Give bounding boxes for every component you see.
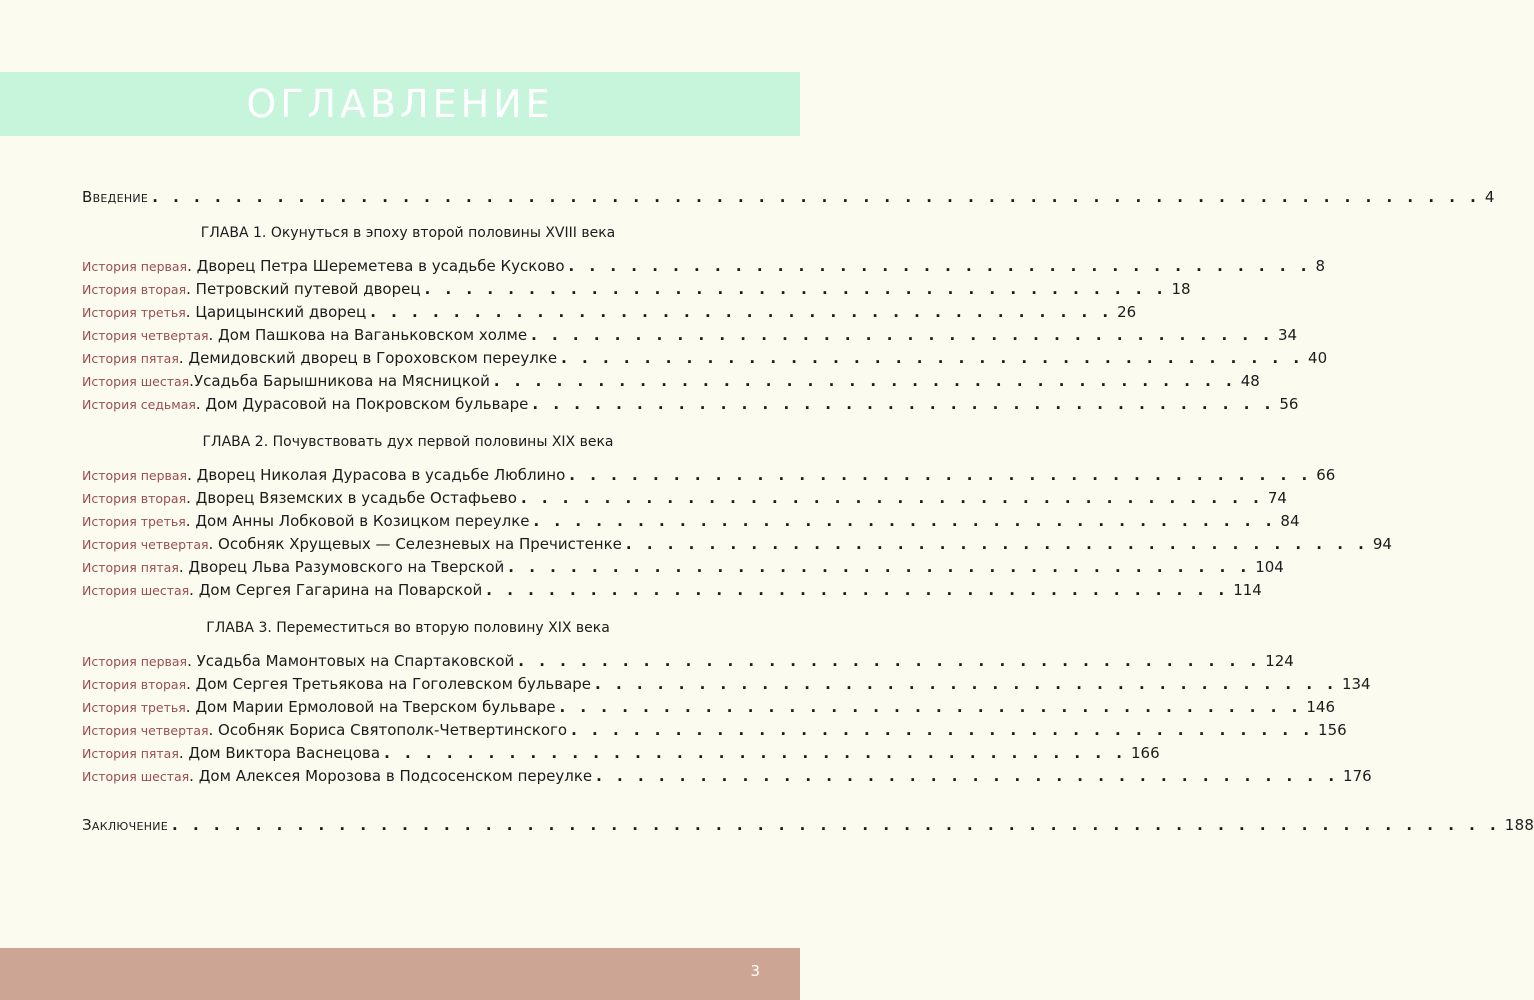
entry-title: . Дом Пашкова на Ваганьковском холме <box>208 326 528 344</box>
toc-outro-page: 188 <box>1504 816 1534 834</box>
toc-entry[interactable] <box>82 742 1160 765</box>
dot-leader: . . . . . . . . . . . . . . . . . . . . . . . . . . . . . . . . . . . . <box>520 489 1264 507</box>
toc-entry[interactable] <box>82 393 1299 416</box>
toc-entry[interactable] <box>82 370 1260 393</box>
toc-entry[interactable] <box>82 719 1347 742</box>
dot-leader: . . . . . . . . . . . . . . . . . . . . . . . . . . . . . . . . . . . . . . . . . . . . . . . . . . . . . . . . . . . . . . . . <box>152 188 1481 206</box>
toc-intro-title: Введение <box>82 188 149 206</box>
toc-entry[interactable] <box>82 324 1298 347</box>
entry-prefix: История вторая <box>82 491 187 506</box>
toc-entry[interactable] <box>82 673 1371 696</box>
entry-title: . Дом Дурасовой на Покровском бульваре <box>195 395 529 413</box>
entry-title: . Дом Виктора Васнецова <box>178 744 381 762</box>
dot-leader: . . . . . . . . . . . . . . . . . . . . . . . . . . . . . . . . . . . . <box>568 257 1312 275</box>
chapter-2-label: ГЛАВА 2. <box>202 434 269 450</box>
entry-prefix: История первая <box>82 468 188 483</box>
entry-prefix: История пятая <box>82 351 179 366</box>
toc-intro-page: 4 <box>1484 188 1495 206</box>
dot-leader: . . . . . . . . . . . . . . . . . . . . . . . . . . . . . . . . . . . . <box>571 721 1315 739</box>
entry-title: . Дворец Петра Шереметева в усадьбе Кусково <box>187 257 565 275</box>
entry-prefix: История третья <box>82 305 186 320</box>
entry-page: 18 <box>1171 280 1191 298</box>
entry-page: 166 <box>1130 744 1160 762</box>
entry-page: 74 <box>1267 489 1287 507</box>
entry-title: .Усадьба Барышникова на Мясницкой <box>189 372 490 390</box>
dot-leader: . . . . . . . . . . . . . . . . . . . . . . . . . . . . . . . . . . . . <box>596 767 1340 785</box>
entry-prefix: История пятая <box>82 560 179 575</box>
chapter-1-entries <box>82 255 1328 416</box>
toc-entry[interactable] <box>82 301 1137 324</box>
toc-entry[interactable] <box>82 650 1294 673</box>
chapter-2-entries <box>82 464 1392 602</box>
title-banner <box>0 72 800 136</box>
entry-page: 48 <box>1240 372 1260 390</box>
dot-leader: . . . . . . . . . . . . . . . . . . . . . . . . . . . . . . . . . . . . <box>424 280 1168 298</box>
entry-title: . Демидовский дворец в Гороховском переулке <box>178 349 558 367</box>
entry-prefix: История пятая <box>82 746 179 761</box>
toc-outro-title: Заключение <box>82 816 169 834</box>
entry-title: . Дворец Льва Разумовского на Тверской <box>178 558 505 576</box>
entry-page: 146 <box>1306 698 1335 716</box>
toc-entry[interactable] <box>82 579 1262 602</box>
chapter-3-entries <box>82 650 1372 788</box>
entry-title: . Дом Марии Ермоловой на Тверском бульваре <box>185 698 556 716</box>
toc-entry[interactable] <box>82 255 1325 278</box>
entry-prefix: История четвертая <box>82 328 209 343</box>
chapter-3-label: ГЛАВА 3. <box>206 620 272 636</box>
entry-title: . Дом Алексея Морозова в Подсосенском переулке <box>189 767 593 785</box>
entry-page: 176 <box>1343 767 1372 785</box>
entry-page: 94 <box>1372 535 1392 553</box>
entry-prefix: История третья <box>82 700 186 715</box>
entry-title: . Петровский путевой дворец <box>186 280 421 298</box>
dot-leader: . . . . . . . . . . . . . . . . . . . . . . . . . . . . . . . . . . . . <box>384 744 1127 762</box>
entry-page: 124 <box>1265 652 1294 670</box>
chapter-3-title: Переместиться во вторую половину XIX века <box>276 620 610 636</box>
entry-title: . Особняк Бориса Святополк-Четвертинского <box>208 721 568 739</box>
entry-prefix: История шестая <box>82 769 190 784</box>
entry-page: 26 <box>1117 303 1137 321</box>
entry-page: 66 <box>1316 466 1336 484</box>
entry-title: . Усадьба Мамонтовых на Спартаковской <box>187 652 515 670</box>
entry-prefix: История четвертая <box>82 723 209 738</box>
entry-title: . Особняк Хрущевых — Селезневых на Пречистенке <box>208 535 622 553</box>
dot-leader: . . . . . . . . . . . . . . . . . . . . . . . . . . . . . . . . . . . . <box>486 581 1230 599</box>
dot-leader: . . . . . . . . . . . . . . . . . . . . . . . . . . . . . . . . . . . . <box>532 395 1276 413</box>
entry-title: . Царицынский дворец <box>185 303 367 321</box>
entry-page: 84 <box>1280 512 1300 530</box>
chapter-1-heading <box>82 223 734 243</box>
dot-leader: . . . . . . . . . . . . . . . . . . . . . . . . . . . . . . . . . . . . <box>370 303 1114 321</box>
footer-bar <box>0 948 800 1000</box>
entry-title: . Дом Сергея Третьякова на Гоголевском бульваре <box>186 675 592 693</box>
dot-leader: . . . . . . . . . . . . . . . . . . . . . . . . . . . . . . . . . . . . <box>625 535 1369 553</box>
entry-page: 34 <box>1278 326 1298 344</box>
entry-title: . Дворец Вяземских в усадьбе Остафьево <box>186 489 517 507</box>
entry-prefix: История четвертая <box>82 537 209 552</box>
chapter-3-heading <box>82 618 734 638</box>
entry-prefix: История шестая <box>82 583 190 598</box>
toc-entry[interactable] <box>82 347 1328 370</box>
dot-leader: . . . . . . . . . . . . . . . . . . . . . . . . . . . . . . . . . . . . <box>508 558 1252 576</box>
dot-leader: . . . . . . . . . . . . . . . . . . . . . . . . . . . . . . . . . . . . <box>595 675 1338 693</box>
chapter-1-title: Окунуться в эпоху второй половины XVIII века <box>270 225 616 241</box>
entry-title: . Дом Анны Лобковой в Козицком переулке <box>185 512 530 530</box>
entry-prefix: История седьмая <box>82 397 196 412</box>
entry-page: 104 <box>1255 558 1284 576</box>
toc-entry[interactable] <box>82 765 1372 788</box>
toc-outro-row[interactable] <box>82 814 1534 837</box>
toc-entry[interactable] <box>82 533 1392 556</box>
toc-entry[interactable] <box>82 556 1284 579</box>
dot-leader: . . . . . . . . . . . . . . . . . . . . . . . . . . . . . . . . . . . . <box>518 652 1262 670</box>
entry-page: 156 <box>1318 721 1347 739</box>
toc-entry[interactable] <box>82 487 1287 510</box>
toc-entry[interactable] <box>82 464 1336 487</box>
entry-prefix: История первая <box>82 259 188 274</box>
page-number: 3 <box>750 962 760 980</box>
entry-prefix: История первая <box>82 654 188 669</box>
chapter-1-label: ГЛАВА 1. <box>200 225 267 241</box>
dot-leader: . . . . . . . . . . . . . . . . . . . . . . . . . . . . . . . . . . . . <box>559 698 1303 716</box>
dot-leader: . . . . . . . . . . . . . . . . . . . . . . . . . . . . . . . . . . . . <box>569 466 1313 484</box>
page-title: ОГЛАВЛЕНИЕ <box>246 82 554 126</box>
toc-entry[interactable] <box>82 510 1300 533</box>
toc-entry[interactable] <box>82 278 1191 301</box>
dot-leader: . . . . . . . . . . . . . . . . . . . . . . . . . . . . . . . . . . . . <box>533 512 1277 530</box>
dot-leader: . . . . . . . . . . . . . . . . . . . . . . . . . . . . . . . . . . . . <box>493 372 1237 390</box>
entry-page: 8 <box>1315 257 1325 275</box>
entry-prefix: История третья <box>82 514 186 529</box>
dot-leader: . . . . . . . . . . . . . . . . . . . . . . . . . . . . . . . . . . . . <box>561 349 1305 367</box>
entry-prefix: История вторая <box>82 282 187 297</box>
entry-prefix: История вторая <box>82 677 187 692</box>
table-of-contents <box>82 186 1534 837</box>
entry-title: . Дворец Николая Дурасова в усадьбе Люблино <box>187 466 566 484</box>
entry-prefix: История шестая <box>82 374 190 389</box>
chapter-2-heading <box>82 432 734 452</box>
entry-page: 56 <box>1279 395 1299 413</box>
entry-page: 40 <box>1308 349 1328 367</box>
entry-page: 114 <box>1233 581 1262 599</box>
chapter-2-title: Почувствовать дух первой половины XIX века <box>272 434 614 450</box>
dot-leader: . . . . . . . . . . . . . . . . . . . . . . . . . . . . . . . . . . . . <box>531 326 1274 344</box>
dot-leader: . . . . . . . . . . . . . . . . . . . . . . . . . . . . . . . . . . . . . . . . . . . . . . . . . . . . . . . . . . . . . . . . <box>172 816 1501 834</box>
entry-page: 134 <box>1341 675 1371 693</box>
entry-title: . Дом Сергея Гагарина на Поварской <box>189 581 483 599</box>
toc-intro-row[interactable] <box>82 186 1495 209</box>
toc-entry[interactable] <box>82 696 1335 719</box>
